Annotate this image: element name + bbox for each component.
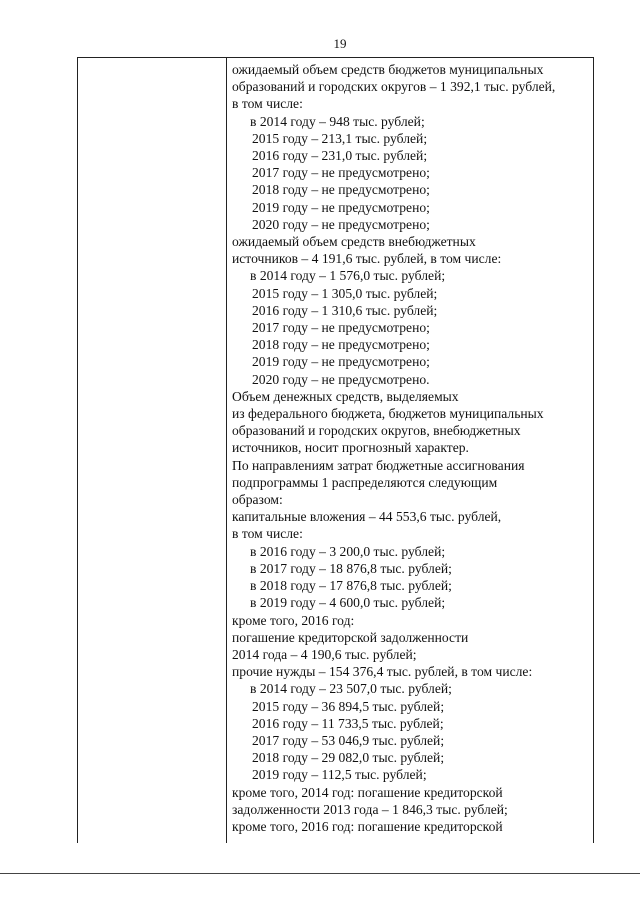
text-line: прочие нужды – 154 376,4 тыс. рублей, в том числе: [232, 664, 533, 680]
text-line: кроме того, 2016 год: [232, 612, 355, 628]
text-line: кроме того, 2016 год: погашение кредиторской [232, 818, 503, 834]
text-line: 2020 году – не предусмотрено; [252, 216, 430, 232]
column-divider [226, 58, 227, 843]
text-line: 2017 году – 53 046,9 тыс. рублей; [252, 732, 445, 748]
text-line: в 2019 году – 4 600,0 тыс. рублей; [250, 595, 446, 611]
program-table [77, 57, 594, 843]
text-line: в 2018 году – 17 876,8 тыс. рублей; [250, 578, 452, 594]
text-line: По направлениям затрат бюджетные ассигнования [232, 457, 525, 473]
text-line: 2016 году – 11 733,5 тыс. рублей; [252, 715, 444, 731]
text-line: 2018 году – не предусмотрено; [252, 182, 430, 198]
page-number: 19 [333, 36, 347, 51]
text-line: 2017 году – не предусмотрено; [252, 320, 430, 336]
text-line: 2020 году – не предусмотрено. [252, 371, 430, 387]
text-line: в 2014 году – 1 576,0 тыс. рублей; [250, 268, 446, 284]
text-line: образований и городских округов – 1 392,1 тыс. рублей, [232, 79, 556, 95]
text-line: 2015 году – 36 894,5 тыс. рублей; [252, 698, 445, 714]
text-line: источников – 4 191,6 тыс. рублей, в том числе: [232, 251, 502, 267]
page-bottom-rule [0, 873, 640, 874]
text-line: 2018 году – 29 082,0 тыс. рублей; [252, 750, 445, 766]
text-line: ожидаемый объем средств бюджетов муниципальных [232, 62, 544, 77]
text-line: капитальные вложения – 44 553,6 тыс. рублей, [232, 509, 502, 525]
text-line: задолженности 2013 года – 1 846,3 тыс. рублей; [232, 801, 508, 817]
text-line: подпрограммы 1 распределяются следующим [232, 474, 498, 490]
text-line: в 2017 году – 18 876,8 тыс. рублей; [250, 560, 452, 576]
text-line: ожидаемый объем средств внебюджетных [232, 234, 476, 250]
text-line: образований и городских округов, внебюджетных [232, 423, 521, 439]
text-line: в 2014 году – 948 тыс. рублей; [250, 113, 425, 129]
text-line: в 2016 году – 3 200,0 тыс. рублей; [250, 543, 446, 559]
text-line: 2016 году – 1 310,6 тыс. рублей; [252, 302, 438, 318]
text-line: образом: [232, 492, 283, 508]
text-line: 2019 году – не предусмотрено; [252, 199, 430, 215]
text-line: в 2014 году – 23 507,0 тыс. рублей; [250, 681, 452, 697]
text-line: источников, носит прогнозный характер. [232, 440, 469, 456]
table-cell-content [232, 61, 592, 835]
text-line: в том числе: [232, 526, 303, 542]
text-line: 2015 году – 213,1 тыс. рублей; [252, 130, 428, 146]
text-line: погашение кредиторской задолженности [232, 629, 469, 645]
text-line: 2018 году – не предусмотрено; [252, 337, 430, 353]
text-line: Объем денежных средств, выделяемых [232, 388, 459, 404]
text-line: 2019 году – не предусмотрено; [252, 354, 430, 370]
text-line: 2019 году – 112,5 тыс. рублей; [252, 767, 427, 783]
text-line: в том числе: [232, 96, 303, 112]
text-line: 2015 году – 1 305,0 тыс. рублей; [252, 285, 438, 301]
text-line: из федерального бюджета, бюджетов муниципальных [232, 406, 544, 422]
text-line: 2014 года – 4 190,6 тыс. рублей; [232, 646, 417, 662]
text-line: кроме того, 2014 год: погашение кредиторской [232, 784, 503, 800]
text-line: 2017 году – не предусмотрено; [252, 165, 430, 181]
text-line: 2016 году – 231,0 тыс. рублей; [252, 148, 428, 164]
